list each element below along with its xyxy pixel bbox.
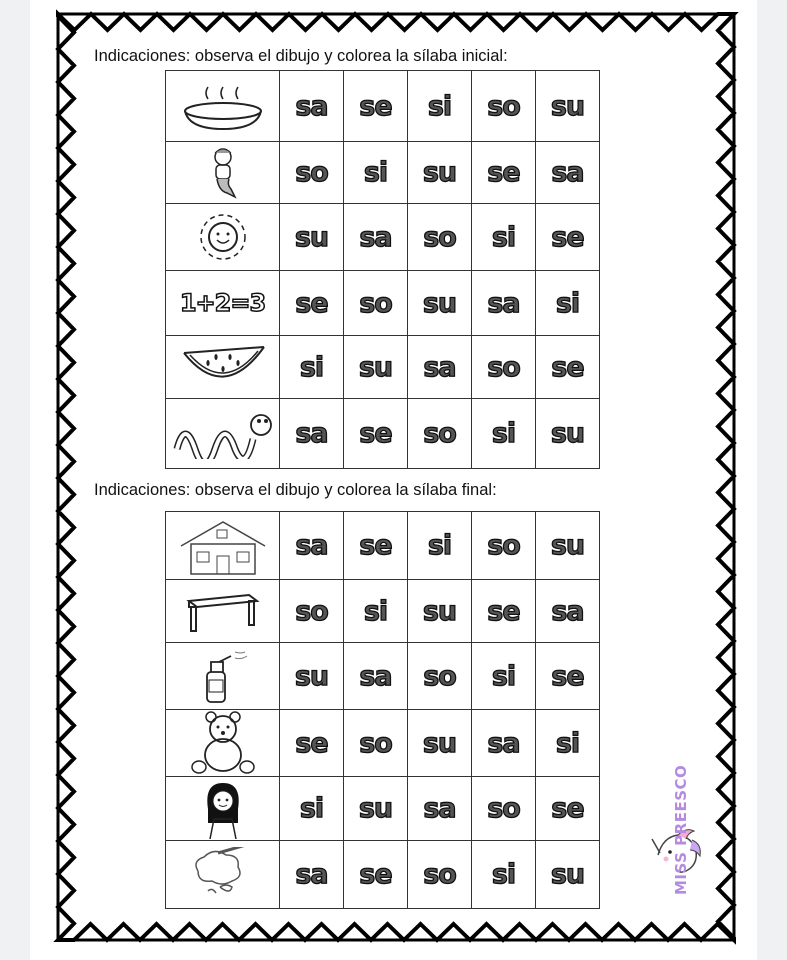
spray-bottle-icon xyxy=(166,643,280,710)
syllable-cell[interactable] xyxy=(344,841,408,909)
table-row xyxy=(166,512,600,580)
table-row xyxy=(166,142,600,204)
table-row xyxy=(166,204,600,271)
syllable-text: sa xyxy=(295,530,328,561)
syllable-cell[interactable] xyxy=(344,271,408,336)
syllable-cell[interactable] xyxy=(280,271,344,336)
syllable-text: sa xyxy=(359,221,392,253)
syllable-text: sa xyxy=(295,418,328,449)
syllable-text: su xyxy=(358,793,393,824)
syllable-cell[interactable] xyxy=(344,399,408,469)
girl-icon xyxy=(166,777,280,841)
syllable-table-initial xyxy=(165,70,600,469)
table-row xyxy=(166,71,600,142)
syllable-cell[interactable] xyxy=(472,71,536,142)
syllable-text: se xyxy=(359,418,392,449)
syllable-cell[interactable] xyxy=(344,710,408,777)
mermaid-icon xyxy=(166,142,280,204)
syllable-text: so xyxy=(423,859,456,890)
syllable-text: si xyxy=(299,351,324,383)
syllable-text: su xyxy=(422,595,457,627)
syllable-text: so xyxy=(423,221,456,253)
syllable-text: su xyxy=(422,287,457,319)
syllable-cell[interactable] xyxy=(536,841,600,909)
table-row xyxy=(166,841,600,909)
syllable-text: su xyxy=(422,727,457,759)
syllable-cell[interactable] xyxy=(344,777,408,841)
sum-label: 1+2=3 xyxy=(179,289,266,317)
syllable-cell[interactable] xyxy=(472,841,536,909)
syllable-cell[interactable] xyxy=(280,142,344,204)
table-row xyxy=(166,580,600,643)
syllable-text: si xyxy=(427,90,452,122)
syllable-cell[interactable] xyxy=(472,399,536,469)
syllable-cell[interactable] xyxy=(344,204,408,271)
syllable-text: su xyxy=(294,221,329,253)
syllable-cell[interactable] xyxy=(472,777,536,841)
syllable-text: si xyxy=(555,727,580,759)
syllable-cell[interactable] xyxy=(408,580,472,643)
syllable-text: si xyxy=(491,859,516,890)
syllable-cell[interactable] xyxy=(344,142,408,204)
syllable-cell[interactable] xyxy=(472,643,536,710)
syllable-text: su xyxy=(422,157,457,188)
syllable-cell[interactable] xyxy=(536,271,600,336)
sun-icon xyxy=(166,204,280,271)
syllable-cell[interactable] xyxy=(280,399,344,469)
syllable-text: sa xyxy=(423,793,456,824)
syllable-cell[interactable] xyxy=(536,643,600,710)
syllable-text: sa xyxy=(487,287,520,319)
syllable-cell[interactable] xyxy=(280,336,344,399)
syllable-cell[interactable] xyxy=(280,580,344,643)
house-icon xyxy=(166,512,280,580)
syllable-cell[interactable] xyxy=(344,643,408,710)
syllable-text: so xyxy=(487,351,520,383)
syllable-text: se xyxy=(551,793,584,824)
syllable-cell[interactable] xyxy=(280,841,344,909)
syllable-cell[interactable] xyxy=(536,204,600,271)
syllable-text: se xyxy=(487,157,520,188)
syllable-text: sa xyxy=(487,727,520,759)
syllable-text: si xyxy=(427,530,452,561)
syllable-cell[interactable] xyxy=(408,710,472,777)
syllable-cell[interactable] xyxy=(536,777,600,841)
table-row xyxy=(166,710,600,777)
syllable-text: se xyxy=(359,530,392,561)
syllable-text: sa xyxy=(551,157,584,188)
syllable-text: si xyxy=(363,595,388,627)
table-row xyxy=(166,399,600,469)
syllable-text: so xyxy=(423,660,456,692)
syllable-table-final xyxy=(165,511,600,909)
syllable-text: sa xyxy=(359,660,392,692)
syllable-text: se xyxy=(551,660,584,692)
syllable-text: so xyxy=(359,287,392,319)
syllable-cell[interactable] xyxy=(536,710,600,777)
syllable-cell[interactable] xyxy=(280,204,344,271)
syllable-cell[interactable] xyxy=(344,512,408,580)
syllable-cell[interactable] xyxy=(408,643,472,710)
syllable-text: su xyxy=(550,859,585,890)
table-row xyxy=(166,336,600,399)
syllable-cell[interactable] xyxy=(472,580,536,643)
syllable-text: se xyxy=(359,90,392,122)
syllable-cell[interactable] xyxy=(536,512,600,580)
syllable-text: so xyxy=(487,90,520,122)
syllable-cell[interactable] xyxy=(472,271,536,336)
syllable-text: se xyxy=(551,221,584,253)
watermelon-icon xyxy=(166,336,280,399)
syllable-cell[interactable] xyxy=(280,512,344,580)
syllable-cell[interactable] xyxy=(408,777,472,841)
syllable-text: so xyxy=(487,530,520,561)
syllable-text: se xyxy=(487,595,520,627)
syllable-text: sa xyxy=(423,351,456,383)
syllable-cell[interactable] xyxy=(408,512,472,580)
syllable-cell[interactable] xyxy=(472,512,536,580)
syllable-cell[interactable] xyxy=(536,336,600,399)
syllable-cell[interactable] xyxy=(408,841,472,909)
sum-icon xyxy=(166,271,280,336)
table-icon xyxy=(166,580,280,643)
syllable-text: su xyxy=(550,90,585,122)
syllable-cell[interactable] xyxy=(472,204,536,271)
syllable-cell[interactable] xyxy=(536,399,600,469)
syllable-cell[interactable] xyxy=(280,71,344,142)
syllable-text: so xyxy=(295,157,328,188)
bear-icon xyxy=(166,710,280,777)
syllable-text: si xyxy=(555,287,580,319)
syllable-text: su xyxy=(358,351,393,383)
syllable-text: sa xyxy=(551,595,584,627)
soup-icon xyxy=(166,71,280,142)
dough-icon xyxy=(166,841,280,909)
syllable-cell[interactable] xyxy=(408,71,472,142)
table-row xyxy=(166,777,600,841)
syllable-cell[interactable] xyxy=(280,777,344,841)
syllable-text: se xyxy=(551,351,584,383)
syllable-text: se xyxy=(359,859,392,890)
syllable-text: sa xyxy=(295,859,328,890)
syllable-cell[interactable] xyxy=(472,710,536,777)
syllable-text: su xyxy=(294,660,329,692)
syllable-cell[interactable] xyxy=(408,142,472,204)
syllable-cell[interactable] xyxy=(408,271,472,336)
syllable-cell[interactable] xyxy=(344,580,408,643)
syllable-cell[interactable] xyxy=(408,399,472,469)
syllable-text: se xyxy=(295,727,328,759)
syllable-text: so xyxy=(359,727,392,759)
syllable-text: sa xyxy=(295,90,328,122)
syllable-cell[interactable] xyxy=(344,71,408,142)
syllable-text: su xyxy=(550,418,585,449)
table-row xyxy=(166,271,600,336)
syllable-cell[interactable] xyxy=(344,336,408,399)
syllable-cell[interactable] xyxy=(536,142,600,204)
syllable-cell[interactable] xyxy=(408,204,472,271)
syllable-cell[interactable] xyxy=(472,336,536,399)
syllable-cell[interactable] xyxy=(280,710,344,777)
syllable-text: si xyxy=(299,793,324,824)
syllable-text: si xyxy=(363,157,388,188)
syllable-text: si xyxy=(491,418,516,449)
snake-icon xyxy=(166,399,280,469)
syllable-text: so xyxy=(295,595,328,627)
syllable-cell[interactable] xyxy=(280,643,344,710)
syllable-cell[interactable] xyxy=(408,336,472,399)
syllable-text: so xyxy=(487,793,520,824)
logo-text: MISS PREESCO xyxy=(672,764,690,895)
syllable-text: si xyxy=(491,660,516,692)
table-row xyxy=(166,643,600,710)
syllable-cell[interactable] xyxy=(536,580,600,643)
instruction-final: Indicaciones: observa el dibujo y colorea la sílaba final: xyxy=(94,481,497,499)
syllable-cell[interactable] xyxy=(472,142,536,204)
syllable-text: su xyxy=(550,530,585,561)
syllable-text: se xyxy=(295,287,328,319)
syllable-text: so xyxy=(423,418,456,449)
syllable-cell[interactable] xyxy=(536,71,600,142)
syllable-text: si xyxy=(491,221,516,253)
instruction-initial: Indicaciones: observa el dibujo y colorea la sílaba inicial: xyxy=(94,47,508,65)
